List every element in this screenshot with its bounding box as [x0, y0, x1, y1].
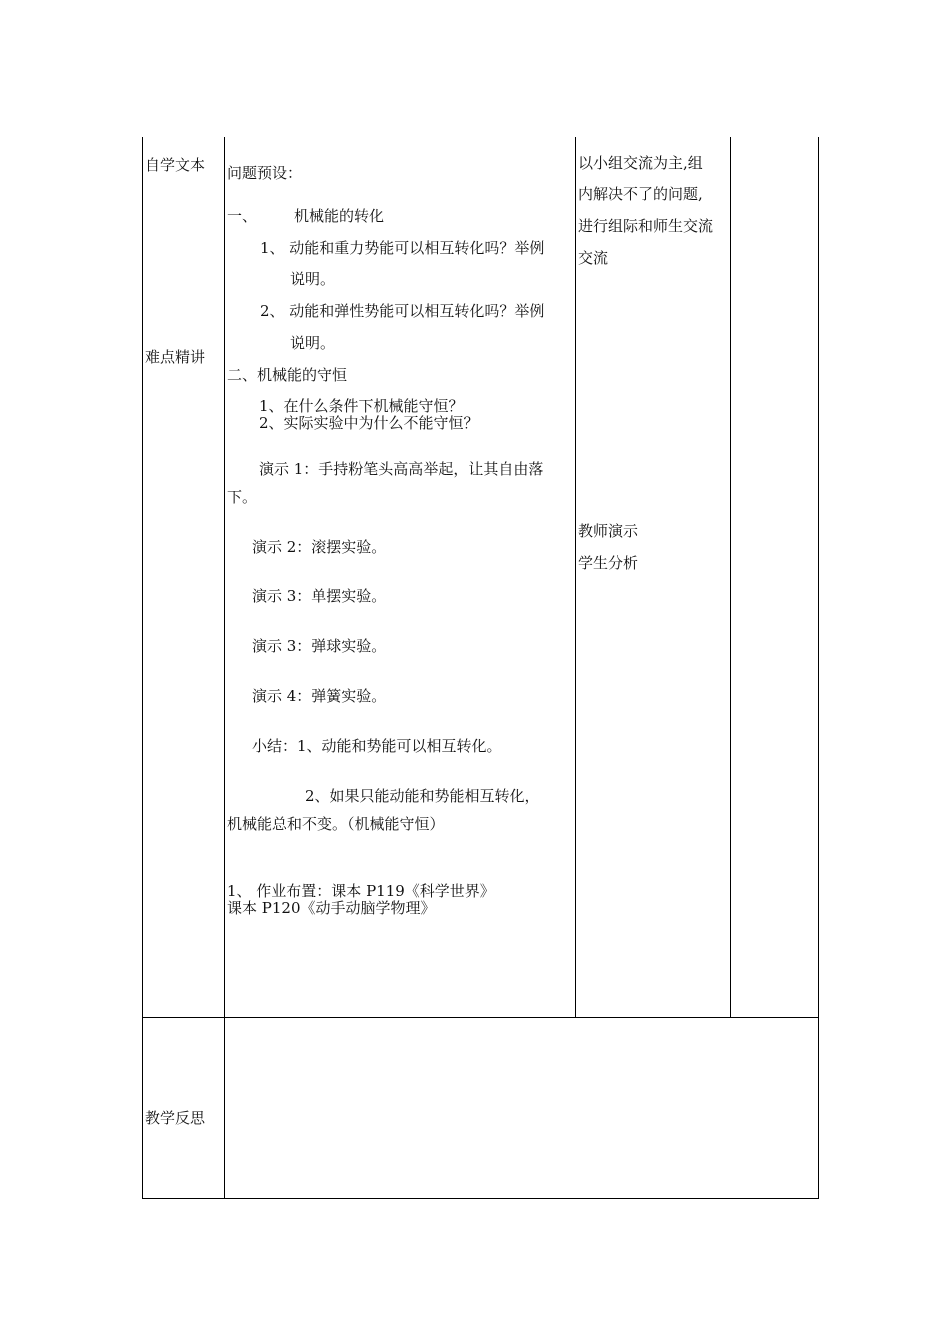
- table-row-divider: [142, 1017, 819, 1018]
- demo-3: 演示 3：单摆实验。: [252, 587, 387, 605]
- table-border-right: [818, 137, 819, 1199]
- note-student-analysis: 学生分析: [578, 554, 639, 572]
- homework-line1: 1、 作业布置：课本 P119《科学世界》: [227, 882, 495, 900]
- question-2-line2: 说明。: [290, 334, 336, 352]
- condition-2: 2、实际实验中为什么不能守恒？: [259, 414, 479, 432]
- demo-2: 演示 2：滚摆实验。: [252, 538, 387, 556]
- table-border-left: [142, 137, 143, 1199]
- summary-2-line2: 机械能总和不变。（机械能守恒）: [227, 815, 445, 833]
- section1-number: 一、: [227, 207, 258, 225]
- demo-1-line1: 演示 1：手持粉笔头高高举起，让其自由落: [259, 460, 544, 478]
- homework-line2: 课本 P120《动手动脑学物理》: [227, 899, 436, 917]
- condition-1: 1、在什么条件下机械能守恒？: [259, 397, 464, 415]
- label-reflection: 教学反思: [145, 1109, 206, 1127]
- label-difficulty: 难点精讲: [145, 348, 206, 366]
- table-divider-label: [224, 137, 225, 1199]
- summary-2-line1: 2、如果只能动能和势能相互转化，: [305, 787, 540, 805]
- demo-4: 演示 4：弹簧实验。: [252, 687, 387, 705]
- table-border-bottom: [142, 1198, 819, 1199]
- note-teacher-demo: 教师演示: [578, 522, 639, 540]
- note-group-4: 交流: [578, 249, 609, 267]
- note-group-2: 内解决不了的问题,: [578, 185, 703, 203]
- section2-title: 二、机械能的守恒: [227, 366, 348, 384]
- note-group-1: 以小组交流为主,组: [578, 154, 703, 172]
- question-1-line1: 1、 动能和重力势能可以相互转化吗？举例: [260, 239, 545, 257]
- summary-1: 小结：1、动能和势能可以相互转化。: [252, 737, 502, 755]
- question-2-line1: 2、 动能和弹性势能可以相互转化吗？举例: [260, 302, 545, 320]
- table-divider-content: [575, 137, 576, 1018]
- table-divider-notes: [730, 137, 731, 1018]
- question-1-line2: 说明。: [290, 270, 336, 288]
- label-self-study: 自学文本: [145, 156, 206, 174]
- section1-title: 机械能的转化: [294, 207, 385, 225]
- demo-1-line2: 下。: [227, 488, 258, 506]
- content-heading: 问题预设：: [227, 164, 303, 182]
- demo-3b: 演示 3：弹球实验。: [252, 637, 387, 655]
- note-group-3: 进行组际和师生交流: [578, 217, 714, 235]
